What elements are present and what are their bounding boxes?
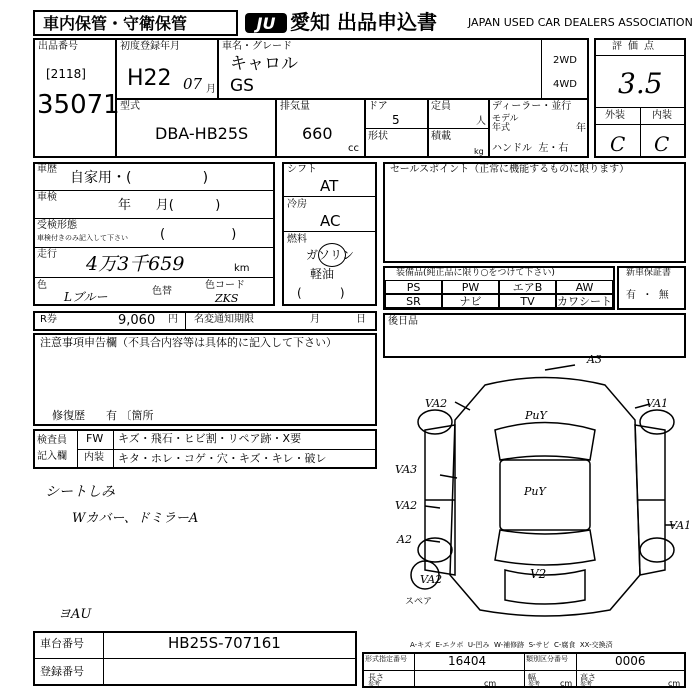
length-unit: cm bbox=[484, 679, 497, 688]
form-title: 愛知 出品申込書 bbox=[290, 10, 437, 34]
diagram-mark-va1-top: VA1 bbox=[646, 397, 669, 410]
recycle-label: R券 bbox=[40, 314, 57, 325]
drive-2wd: 2WD bbox=[553, 55, 577, 66]
fuel-other: ( ) bbox=[297, 286, 345, 300]
engine-unit: cc bbox=[348, 143, 359, 154]
recycle-unit: 円 bbox=[168, 314, 178, 325]
type-num-label: 形式指定番号 bbox=[365, 655, 407, 663]
equipment-item-1-3: カワシート bbox=[557, 295, 612, 308]
lot-label: 出品番号 bbox=[38, 41, 78, 52]
acceptance-label: 受検形態 bbox=[37, 220, 77, 231]
length-label: 長さ bbox=[368, 673, 384, 682]
engine-label: 排気量 bbox=[280, 101, 310, 112]
equipment-item-1-2: TV bbox=[499, 294, 556, 308]
width-unit: cm bbox=[560, 679, 573, 688]
mileage-value: 4万3千659 bbox=[86, 253, 185, 275]
length-ref: 参考 bbox=[368, 681, 381, 688]
equipment-item-0-0: PS bbox=[385, 280, 442, 294]
equipment-item-0-3: AW bbox=[556, 280, 613, 294]
sales-point-box bbox=[383, 162, 686, 263]
dealer-section-label: 車内保管・守衛保管 bbox=[43, 14, 188, 33]
lot-number: 35071 bbox=[37, 90, 120, 120]
registration-label: 登録番号 bbox=[40, 665, 84, 678]
fuel-label: 燃料 bbox=[287, 234, 307, 245]
height-unit: cm bbox=[668, 679, 681, 688]
diagram-mark-a3: A3 bbox=[587, 353, 602, 366]
shaken-value: 年 月( ) bbox=[118, 198, 221, 213]
deadline-month: 月 bbox=[310, 314, 320, 325]
later-label: 後日品 bbox=[388, 316, 418, 327]
car-name: キャロル bbox=[230, 54, 298, 74]
acceptance-sub: 車検付きのみ記入して下さい bbox=[37, 234, 128, 242]
dealer-section-box bbox=[33, 10, 238, 36]
repair-label: 修復歴 有 〔箇所 bbox=[52, 409, 154, 422]
diagram-mark-va1-right: VA1 bbox=[669, 519, 692, 532]
fuel-gas: ガソリン bbox=[306, 248, 355, 262]
fuel-gas-circle bbox=[318, 243, 346, 267]
inspector-fw-items: キズ・飛石・ヒビ割・リペア跡・X要 bbox=[118, 432, 302, 445]
capacity-unit: 人 bbox=[476, 116, 486, 127]
damage-legend: A-キズ E-エクボ U-凹み W-補修跡 S-サビ C-腐食 XX-交換済 bbox=[410, 641, 613, 649]
notes-label: 注意事項申告欄（不具合内容等は具体的に記入して下さい） bbox=[40, 336, 337, 349]
ext-label: 外装 bbox=[605, 110, 625, 121]
load-unit: kg bbox=[474, 147, 484, 156]
cat-num-label: 類別区分番号 bbox=[526, 655, 568, 663]
equipment-item-0-1: PW bbox=[442, 280, 499, 294]
height-ref: 参考 bbox=[580, 681, 593, 688]
handwritten-note-3: ヨAU bbox=[58, 607, 92, 622]
equipment-item-1-1: ナビ bbox=[442, 294, 499, 308]
diagram-mark-v2: V2 bbox=[530, 567, 547, 581]
height-label: 高さ bbox=[580, 673, 596, 682]
shaken-label: 車検 bbox=[37, 192, 57, 203]
int-grade: C bbox=[654, 132, 670, 156]
later-box bbox=[383, 313, 686, 358]
int-label: 内装 bbox=[652, 110, 672, 121]
equipment-item-1-0: SR bbox=[385, 294, 442, 308]
first-reg-month-unit: 月 bbox=[206, 84, 216, 95]
equipment-item-0-2: エアB bbox=[499, 280, 556, 294]
car-name-label: 車名・グレード bbox=[222, 41, 292, 52]
history-value: 自家用・( ) bbox=[70, 170, 209, 186]
load-label: 積載 bbox=[431, 131, 451, 142]
color-value: Lブルー bbox=[64, 290, 108, 304]
chassis-value: HB25S-707161 bbox=[168, 634, 281, 652]
color-change-label: 色替 bbox=[152, 286, 172, 297]
handwritten-note-1: シートしみ bbox=[45, 484, 115, 500]
first-reg-year: H22 bbox=[127, 66, 172, 91]
sales-point-label: セールスポイント（正常に機能するものに限ります） bbox=[390, 164, 630, 175]
shift-label: シフト bbox=[287, 164, 317, 175]
car-grade: GS bbox=[230, 76, 254, 96]
diagram-mark-va2-top: VA2 bbox=[425, 397, 448, 410]
diagram-mark-puy-roof: PuY bbox=[524, 485, 546, 498]
acceptance-value: ( ) bbox=[160, 227, 237, 242]
diagram-mark-puy-front: PuY bbox=[525, 409, 547, 422]
org-name: JAPAN USED CAR DEALERS ASSOCIATION bbox=[468, 16, 693, 29]
shape-label: 形状 bbox=[368, 131, 388, 142]
color-label: 色 bbox=[37, 280, 47, 291]
first-reg-label: 初度登録年月 bbox=[120, 41, 180, 52]
width-label: 幅 bbox=[528, 673, 536, 682]
equipment-label: 装備品(純正品に限り○をつけて下さい) bbox=[396, 268, 555, 278]
aircon-label: 冷房 bbox=[287, 199, 307, 210]
warranty-label: 新車保証書 bbox=[626, 268, 672, 278]
diagram-mark-va2-bottom: VA2 bbox=[420, 573, 443, 586]
doors-label: ドア bbox=[368, 101, 388, 112]
deadline-day: 日 bbox=[356, 314, 366, 325]
inspector-interior-items: キタ・ホレ・コゲ・穴・キズ・キレ・破レ bbox=[118, 452, 327, 465]
diagram-mark-va2-mid: VA2 bbox=[395, 499, 418, 512]
deadline-label: 名変通知期限 bbox=[194, 314, 254, 325]
shift-value: AT bbox=[320, 177, 339, 195]
doors-value: 5 bbox=[392, 113, 400, 127]
model-value: DBA-HB25S bbox=[155, 124, 249, 143]
warranty-value: 有 ・ 無 bbox=[626, 290, 669, 301]
inspector-interior: 内装 bbox=[84, 452, 104, 463]
model-year-label: モデル 年式 bbox=[492, 114, 519, 133]
logo-text: JU bbox=[256, 14, 276, 33]
capacity-label: 定員 bbox=[431, 101, 451, 112]
score-label: 評価点 bbox=[612, 41, 660, 52]
fuel-diesel: 軽油 bbox=[310, 267, 335, 281]
score-value: 3.5 bbox=[618, 67, 663, 100]
model-year-unit: 年 bbox=[576, 123, 586, 134]
lot-code: [2118] bbox=[46, 67, 86, 81]
recycle-value: 9,060 bbox=[118, 313, 156, 328]
equipment-grid bbox=[385, 280, 613, 309]
aircon-value: AC bbox=[320, 212, 341, 230]
diagram-mark-va3: VA3 bbox=[395, 463, 418, 476]
inspector-label: 検査員 記入欄 bbox=[37, 435, 67, 462]
handwritten-note-2: Wカバー、ドミラーA bbox=[72, 511, 199, 526]
width-ref: 参考 bbox=[528, 681, 541, 688]
chassis-label: 車台番号 bbox=[40, 637, 84, 650]
ju-logo bbox=[245, 11, 287, 35]
history-label: 車歴 bbox=[37, 164, 57, 175]
type-num-value: 16404 bbox=[448, 654, 487, 668]
mileage-unit: km bbox=[234, 263, 250, 274]
cat-num-value: 0006 bbox=[615, 654, 646, 668]
handle-label: ハンドル 左・右 bbox=[492, 143, 569, 154]
inspector-fw: FW bbox=[86, 432, 104, 445]
mileage-label: 走行 bbox=[37, 249, 57, 260]
color-code: ZKS bbox=[215, 292, 239, 305]
color-code-label: 色コード bbox=[205, 280, 245, 291]
diagram-spare-label: スペア bbox=[405, 597, 433, 607]
diagram-mark-a2: A2 bbox=[397, 533, 412, 546]
ext-grade: C bbox=[610, 132, 626, 156]
model-label: 型式 bbox=[120, 101, 140, 112]
first-reg-month: 07 bbox=[183, 75, 203, 93]
drive-4wd: 4WD bbox=[553, 79, 577, 90]
engine-value: 660 bbox=[302, 124, 333, 143]
dealer-import-label: ディーラー・並行 bbox=[492, 101, 572, 112]
